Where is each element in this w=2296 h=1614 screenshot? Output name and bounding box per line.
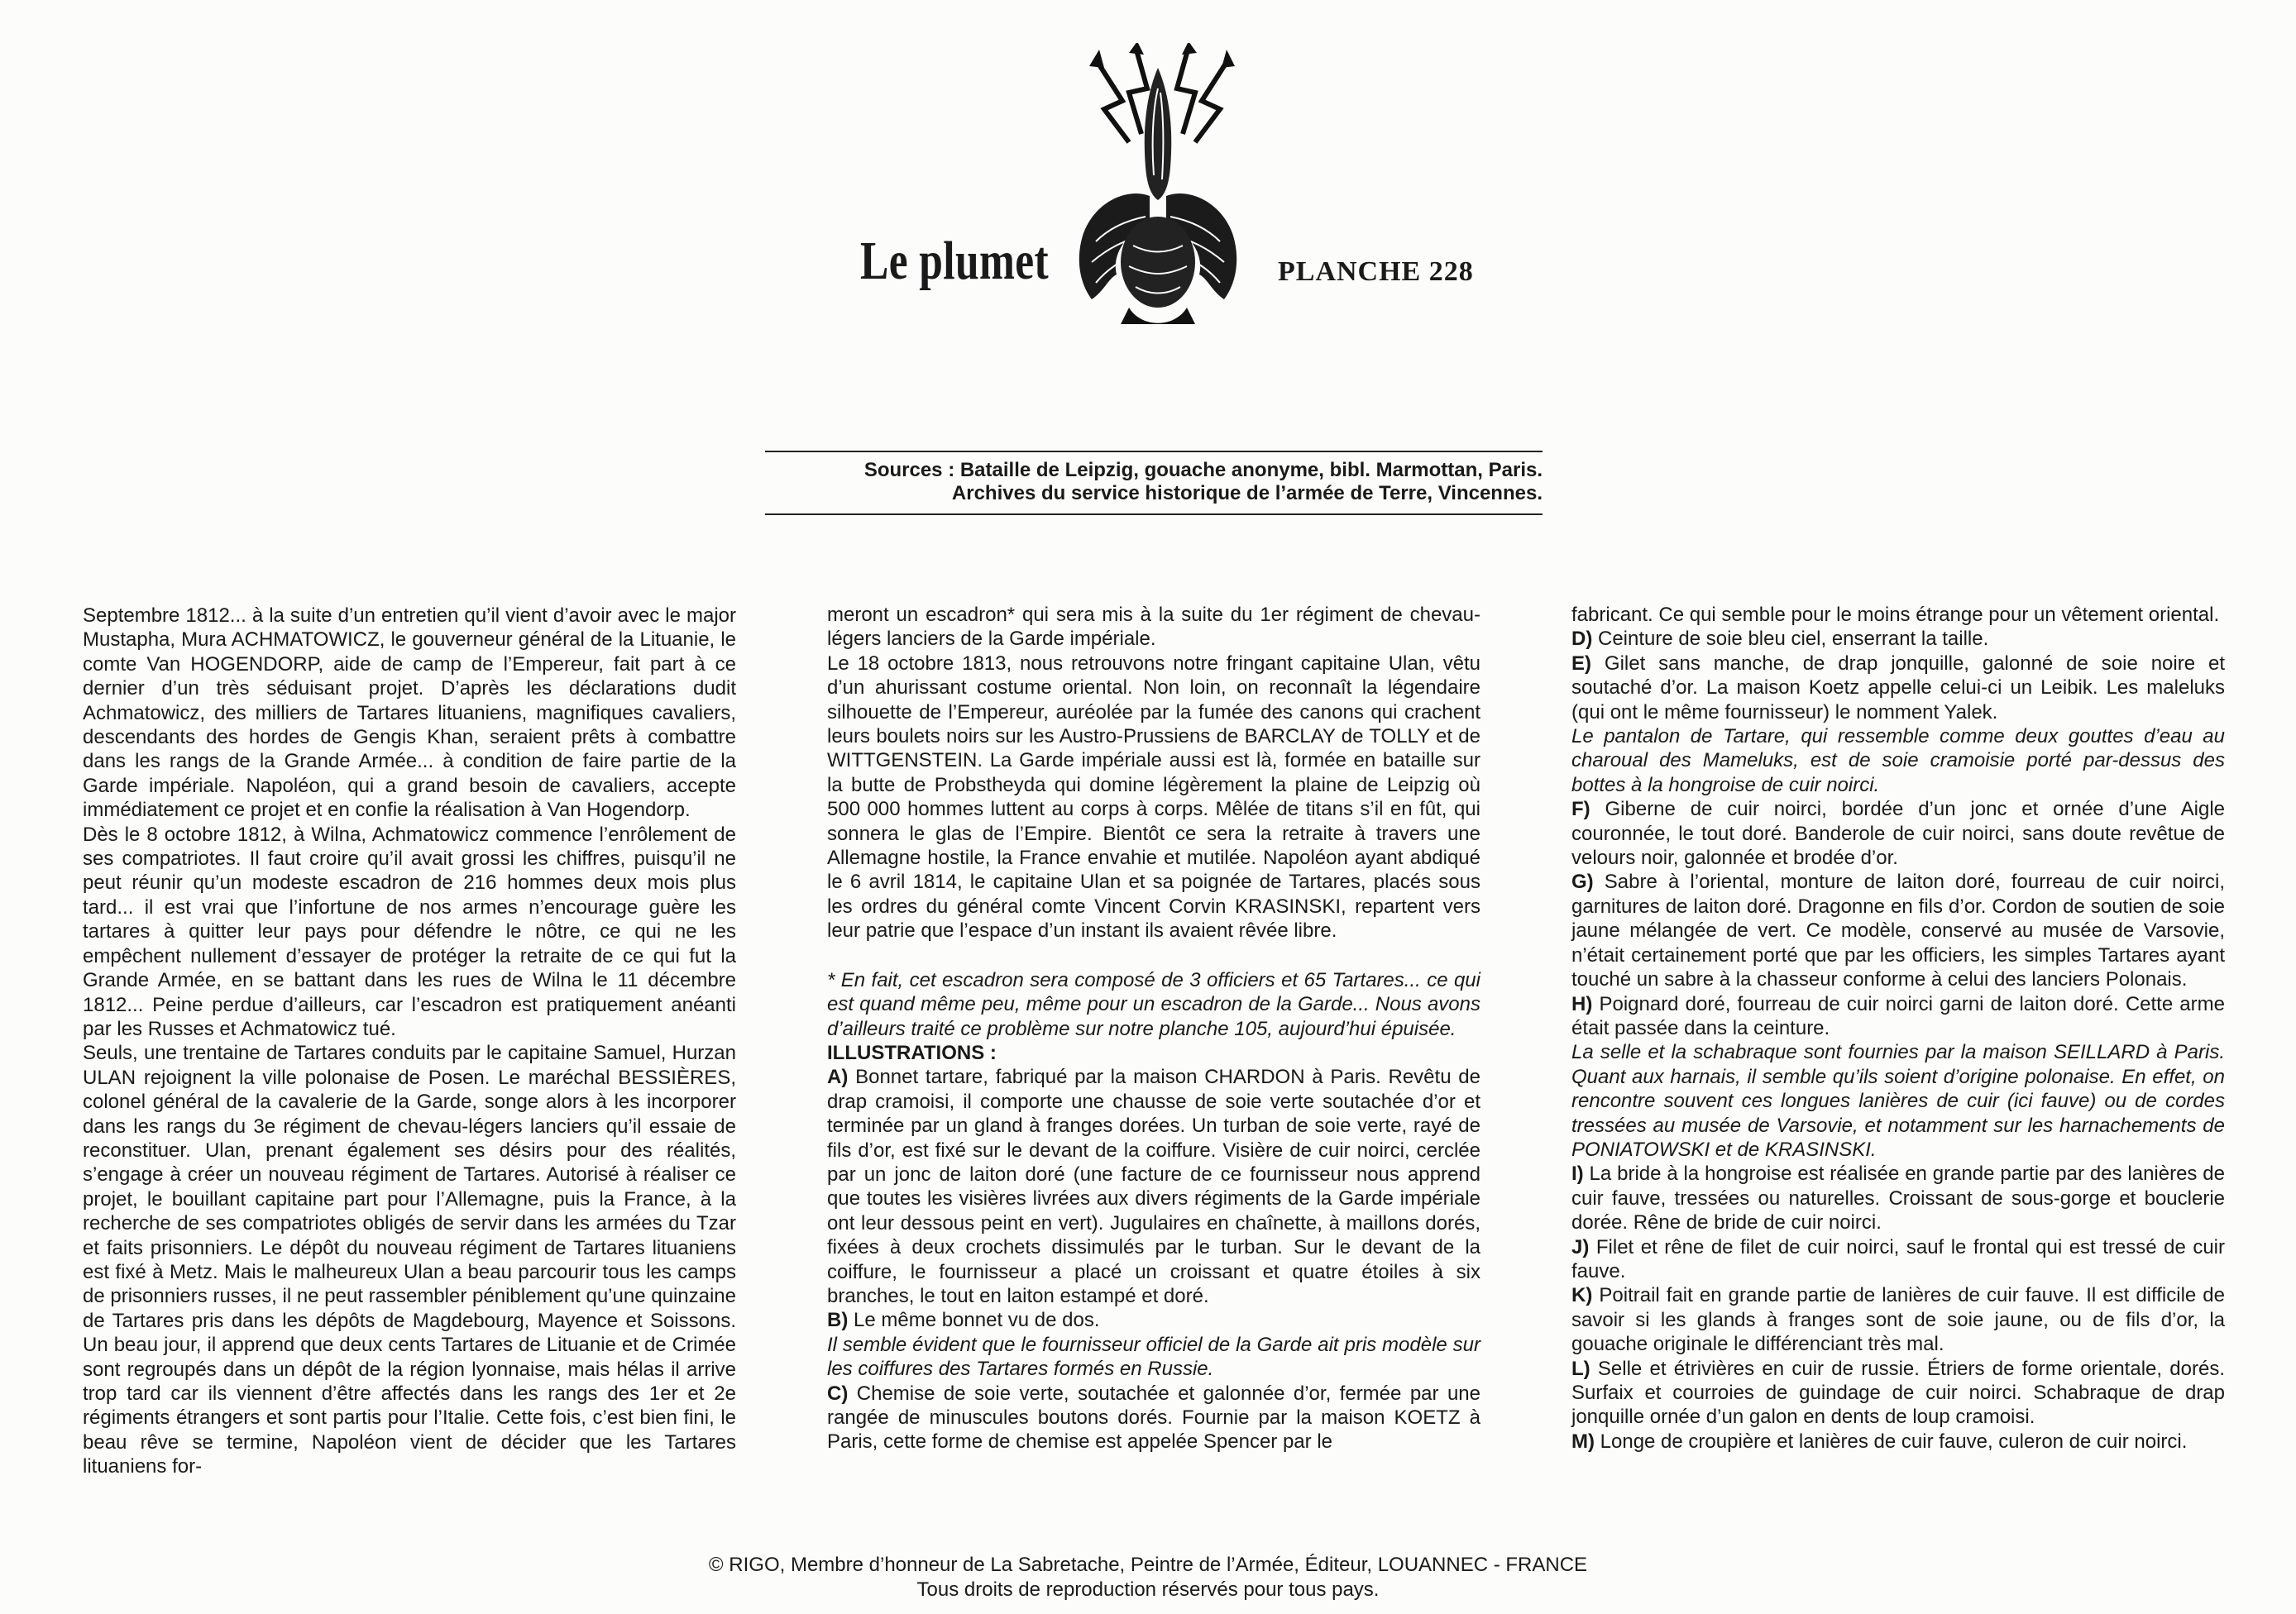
text-column-2	[827, 603, 1480, 1454]
item-text: Giberne de cuir noirci, bordée d’un jonc et ornée d’une Aigle couronnée, le tout doré. Banderole de cuir noirci, sans doute revêtue de velours noir, galonnée et brodée d’or.	[1571, 798, 2225, 870]
page-title: Le plumet	[860, 231, 1050, 291]
footnote: * En fait, cet escadron sera composé de 3 officiers et 65 Tartares... ce qui est quand même peu, même pour un escadron de la Garde... Nous avons d’ailleurs traité ce problème sur notre planche 105, aujourd’hui épuisée.	[827, 968, 1480, 1040]
item-b	[827, 1308, 1480, 1332]
item-text: Bonnet tartare, fabriqué par la maison CHARDON à Paris. Revêtu de drap cramoisi, il comporte une chausse de soie verte soutachée d’or et terminée par un gland à franges dorées. Un turban de soie verte, rayé de fils d’or, est fixé sur le devant de la coiffure. Visière de cuir noirci, cerclée par un jonc de laiton doré (une facture de ce fournisseur nous apprend que toutes les visières livrées aux divers régiments de la Garde impériale ont leur dessous peint en vert). Jugulaires en chaînette, à maillons dorés, fixées à deux crochets dissimulés par le turban. Sur le devant de la coiffure, le fournisseur a placé un croissant et quatre étoiles à six branches, le tout en laiton estampé et doré.	[827, 1066, 1480, 1307]
item-text: Filet et rêne de filet de cuir noirci, sauf le frontal qui est tressé de cuir fauve.	[1571, 1235, 2225, 1282]
paragraph: Le 18 octobre 1813, nous retrouvons notre fringant capitaine Ulan, vêtu d’un ahurissant costume oriental. Non loin, on reconnaît la légendaire silhouette de l’Empereur, auréolée par la fumée des canons qui crachent leurs boulets noirs sur les Austro-Prussiens de BARCLAY de TOLLY et de WITTGENSTEIN. La Garde impériale aussi est là, formée en bataille sur la butte de Probstheyda qui domine légèrement la plaine de Leipzig où 500 000 hommes luttent au corps à corps. Mêlée de titans s’il en fût, qui sonnera le glas de l’Empire. Bientôt ce sera la retraite à travers une Allemagne hostile, la France envahie et mutilée. Napoléon ayant abdiqué le 6 avril 1814, le capitaine Ulan et sa poignée de Tartares, placés sous les ordres du général comte Vincent Corvin KRASINSKI, repartent vers leur patrie que l’espace d’un instant ils avaient rêvée libre.	[827, 652, 1480, 943]
item-label: L)	[1571, 1357, 1590, 1380]
copyright-footer	[0, 1553, 2296, 1602]
item-e	[1571, 652, 2225, 724]
item-a	[827, 1065, 1480, 1308]
item-text: Poitrail fait en grande partie de lanières de cuir fauve. Il est difficile de savoir si les glands à franges sont de soie jaune, ou de fils d’or, la gouache originale le différenciant très mal.	[1571, 1284, 2225, 1356]
paragraph: Septembre 1812... à la suite d’un entretien qu’il vient d’avoir avec le major Mustapha, Mura ACHMATOWICZ, le gouverneur général de la Lituanie, le comte Van HOGENDORP, aide de camp de l’Empereur, fait part à ce dernier d’un très séduisant projet. D’après les déclarations dudit Achmatowicz, des milliers de Tartares lituaniens, magnifiques cavaliers, descendants des hordes de Gengis Khan, seraient prêts à combattre dans les rangs de la Grande Armée... à condition de faire partie de la Garde impériale. Napoléon, qui a grand besoin de cavaliers, accepte immédiatement ce projet et en confie la réalisation à Van Hogendorp.	[83, 604, 736, 822]
sources-box	[765, 451, 1543, 515]
item-text: Longe de croupière et lanières de cuir fauve, culeron de cuir noirci.	[1594, 1430, 2188, 1453]
item-label: M)	[1571, 1430, 1595, 1453]
item-j	[1571, 1235, 2225, 1284]
rights-line: Tous droits de reproduction réservés pour tous pays.	[916, 1578, 1380, 1601]
item-label: K)	[1571, 1284, 1593, 1307]
item-m	[1571, 1430, 2225, 1454]
item-text: Le même bonnet vu de dos.	[848, 1309, 1100, 1332]
text-column-1	[83, 604, 736, 1479]
item-text: Poignard doré, fourreau de cuir noirci garni de laiton doré. Cette arme était passée dans la ceinture.	[1571, 992, 2225, 1039]
italic-note: Il semble évident que le fournisseur officiel de la Garde ait pris modèle sur les coiffures des Tartares formés en Russie.	[827, 1333, 1480, 1381]
item-text: La bride à la hongroise est réalisée en grande partie par des lanières de cuir fauve, tressées ou naturelles. Croissant de sous-gorge et bouclerie dorée. Rêne de bride de cuir noirci.	[1571, 1163, 2225, 1234]
italic-note: Le pantalon de Tartare, qui ressemble comme deux gouttes d’eau au charoual des Mameluks, est de soie cramoisie porté par-dessus des bottes à la hongroise de cuir noirci.	[1571, 725, 2225, 796]
imperial-eagle-emblem-icon	[1071, 43, 1245, 341]
copyright-line: © RIGO, Membre d’honneur de La Sabretache, Peintre de l’Armée, Éditeur, LOUANNEC - FRANCE	[708, 1554, 1588, 1576]
paragraph: meront un escadron* qui sera mis à la suite du 1er régiment de chevau-légers lanciers de la Garde impériale.	[827, 604, 1480, 651]
plate-number: PLANCHE 228	[1278, 256, 1474, 287]
item-g	[1571, 870, 2225, 991]
item-text: Gilet sans manche, de drap jonquille, galonné de soie noire et soutaché d’or. La maison Koetz appelle celui-ci un Leibik. Les maleluks (qui ont le même fournisseur) le nomment Yalek.	[1571, 652, 2225, 723]
item-label: A)	[827, 1066, 849, 1089]
paragraph: Seuls, une trentaine de Tartares conduits par le capitaine Samuel, Hurzan ULAN rejoignent la ville polonaise de Posen. Le maréchal BESSIÈRES, colonel général de la cavalerie de la Garde, songe alors à les incorporer dans les rangs du 3e régiment de chevau-légers lanciers qu’il essaie de reconstituer. Ulan, prenant également ses désirs pour des réalités, s’engage à créer un nouveau régiment de Tartares. Autorisé à réaliser ce projet, le bouillant capitaine part pour l’Allemagne, puis la France, à la recherche de ses compatriotes obligés de servir dans les armées du Tzar et faits prisonniers. Le dépôt du nouveau régiment de Tartares lituaniens est fixé à Metz. Mais le malheureux Ulan a beau parcourir tous les camps de prisonniers russes, il ne peut rassembler péniblement qu’une quinzaine de Tartares pris dans les dépôts de Magdebourg, Mayence et Soissons. Un beau jour, il apprend que deux cents Tartares de Lituanie et de Crimée sont regroupés dans un dépôt de la région lyonnaise, mais hélas il arrive trop tard car ils viennent d’être affectés dans les rangs des 1er et 2e régiments étrangers et sont partis pour l’Italie. Cette fois, c’est bien fini, le beau rêve se termine, Napoléon vient de décider que les Tartares lituaniens for-	[83, 1042, 736, 1478]
item-l	[1571, 1357, 2225, 1430]
paragraph: Dès le 8 octobre 1812, à Wilna, Achmatowicz commence l’enrôlement de ses compatriotes. Il faut croire qu’il avait grossi les chiffres, puisqu’il ne peut réunir qu’un modeste escadron de 216 hommes deux mois plus tard... il est vrai que l’infortune de nos armes n’encourage guère les tartares à quitter leur pays pour défendre le nôtre, ce qui ne les empêchent nullement d’essayer de protéger la retraite de ce qui fut la Grande Armée, en se battant dans les rues de Wilna le 11 décembre 1812... Peine perdue d’ailleurs, car l’escadron est pratiquement anéanti par les Russes et Achmatowicz tué.	[83, 823, 736, 1040]
item-text: Sabre à l’oriental, monture de laiton doré, fourreau de cuir noirci, garnitures de laiton doré. Dragonne en fils d’or. Cordon de soutien de soie jaune mélangée de vert. Ce modèle, conservé au musée de Varsovie, n’était certainement porté que par les officiers, les simples Tartares ayant touché un sabre à la chasseur conforme à celui des lanciers Polonais.	[1571, 871, 2225, 991]
item-i	[1571, 1162, 2225, 1234]
item-label: D)	[1571, 628, 1593, 651]
item-h	[1571, 992, 2225, 1041]
item-label: I)	[1571, 1163, 1584, 1186]
item-text: Chemise de soie verte, soutachée et galonnée d’or, fermée par une rangée de minuscules boutons dorés. Fournie par la maison KOETZ à Paris, cette forme de chemise est appelée Spencer par le	[827, 1382, 1480, 1454]
item-d	[1571, 627, 2225, 651]
page-header	[0, 0, 2296, 380]
paragraph: fabricant. Ce qui semble pour le moins étrange pour un vêtement oriental.	[1571, 604, 2220, 626]
illustrations-heading: ILLUSTRATIONS :	[827, 1041, 997, 1064]
item-label: B)	[827, 1309, 849, 1332]
text-column-3	[1571, 603, 2225, 1454]
italic-note: La selle et la schabraque sont fournies par la maison SEILLARD à Paris. Quant aux harnais, il semble qu’ils soient d’origine polonaise. En effet, on rencontre souvent ces longues lanières de cuir (ici fauve) ou de cordes tressées au musée de Varsovie, et notamment sur les harnachements de PONIATOWSKI et de KRASINSKI.	[1571, 1041, 2225, 1161]
item-f	[1571, 797, 2225, 870]
item-label: G)	[1571, 871, 1594, 894]
item-label: H)	[1571, 992, 1593, 1015]
item-k	[1571, 1283, 2225, 1356]
sources-line-1: Sources : Bataille de Leipzig, gouache anonyme, bibl. Marmottan, Paris.	[863, 459, 1543, 481]
item-c	[827, 1382, 1480, 1454]
item-label: F)	[1571, 798, 1590, 821]
item-text: Ceinture de soie bleu ciel, enserrant la taille.	[1592, 628, 1989, 651]
item-label: J)	[1571, 1235, 1590, 1258]
sources-line-2: Archives du service historique de l’armée de Terre, Vincennes.	[951, 482, 1543, 504]
item-label: E)	[1571, 652, 1591, 675]
item-label: C)	[827, 1382, 849, 1405]
item-text: Selle et étrivières en cuir de russie. Étriers de forme orientale, dorés. Surfaix et courroies de guindage de cuir noirci. Schabraque de drap jonquille ornée d’un galon en dents de loup cramoisi.	[1571, 1357, 2225, 1429]
